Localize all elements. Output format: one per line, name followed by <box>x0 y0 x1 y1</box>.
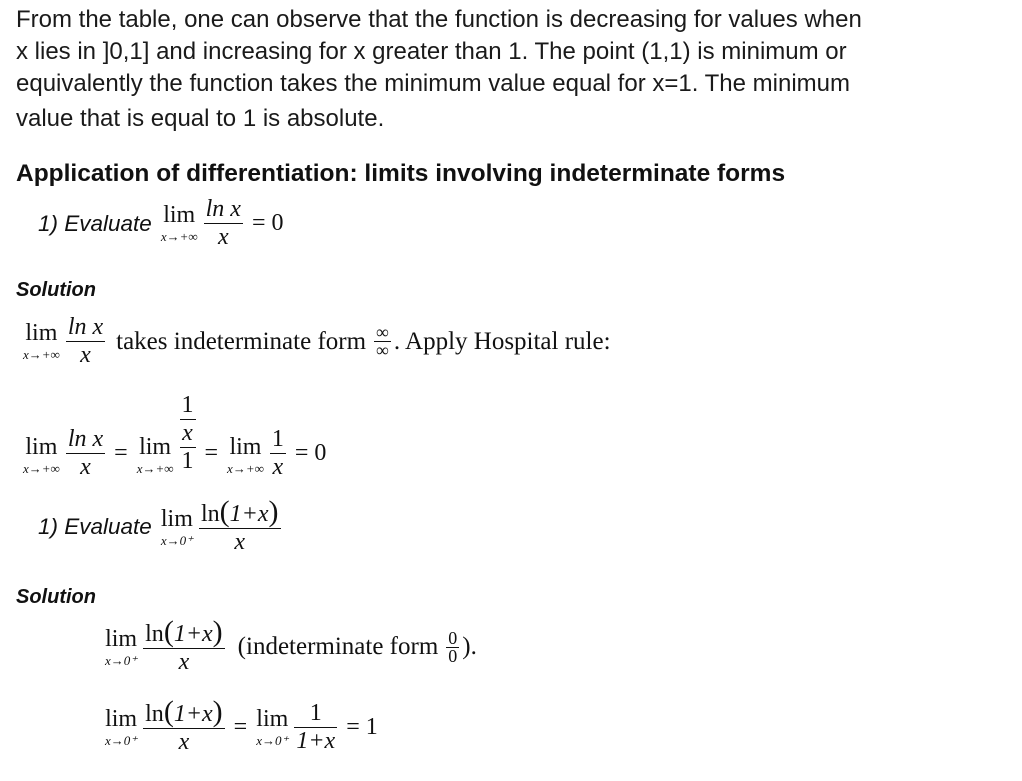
denominator: 0 <box>448 645 458 666</box>
paren-close: ) <box>268 495 279 528</box>
solution-1-statement <box>20 314 611 369</box>
solution-1-equation <box>20 386 332 481</box>
denominator: 1 <box>181 448 194 474</box>
paren-close: ) <box>212 695 223 728</box>
paren-close: ) <box>212 615 223 648</box>
fraction <box>66 314 105 369</box>
numerator: 1 <box>181 392 194 418</box>
section-heading: Application of differentiation: limits involving indeterminate forms <box>16 160 786 187</box>
lim-subscript: x→0⁺ <box>160 532 193 548</box>
example-1 <box>38 196 290 251</box>
denominator: x <box>80 342 91 368</box>
denominator: x <box>178 729 190 755</box>
statement-text: (indeterminate form <box>237 633 439 660</box>
lim-subscript: x→+∞ <box>23 461 60 476</box>
paren-open: ( <box>219 495 230 528</box>
argument: 1+x <box>229 501 269 527</box>
limit-operator <box>105 627 137 668</box>
numerator <box>199 495 281 528</box>
denominator: x <box>80 454 91 480</box>
statement-text: . Apply Hospital rule: <box>393 327 611 355</box>
lim-subscript: x→0⁺ <box>105 732 138 748</box>
argument: 1+x <box>173 701 213 727</box>
denominator: x <box>217 224 229 250</box>
denominator: x <box>178 649 190 675</box>
fraction <box>204 196 243 251</box>
lim-word: lim <box>25 434 58 460</box>
numerator: 1 <box>309 699 322 726</box>
numerator: ln x <box>205 196 241 222</box>
solution-2-equation <box>102 695 384 756</box>
equals-sign: = <box>204 440 219 466</box>
fraction <box>143 615 225 676</box>
paragraph-line: x lies in ]0,1] and increasing for x greater than 1. The point (1,1) is minimum or <box>16 38 847 65</box>
lim-word: lim <box>139 434 172 460</box>
limit-operator <box>137 435 174 476</box>
statement-text: takes indeterminate form <box>116 327 367 355</box>
fn-name: ln <box>200 501 220 527</box>
lim-subscript: x→+∞ <box>23 347 60 362</box>
solution-2-statement <box>102 615 477 676</box>
lim-word: lim <box>163 202 196 228</box>
limit-operator <box>23 321 60 362</box>
limit-operator <box>161 203 198 244</box>
indeterminate-form <box>374 324 391 359</box>
paren-open: ( <box>163 695 174 728</box>
fraction <box>294 700 337 755</box>
solution-label: Solution <box>16 586 96 608</box>
lim-subscript: x→+∞ <box>227 461 264 476</box>
statement-text: ). <box>462 633 477 660</box>
lim-subscript: x→+∞ <box>160 229 198 244</box>
limit-operator <box>227 435 264 476</box>
intro-paragraph <box>16 4 1006 138</box>
numerator: 0 <box>448 627 458 648</box>
lim-subscript: x→0⁺ <box>105 652 138 668</box>
example-label: 1) Evaluate <box>38 210 152 236</box>
fn-name: ln <box>145 701 164 727</box>
compound-fraction <box>180 392 196 475</box>
denominator: 1+x <box>296 727 336 754</box>
lim-word: lim <box>256 705 289 732</box>
numerator <box>143 695 225 728</box>
denominator: x <box>182 420 193 446</box>
paragraph-line: equivalently the function takes the minimum value equal for x=1. The minimum <box>16 70 850 97</box>
result: = 1 <box>346 713 378 740</box>
example-2 <box>38 495 284 556</box>
denominator: ∞ <box>376 340 389 360</box>
lim-subscript: x→+∞ <box>136 461 174 476</box>
example-label: 1) Evaluate <box>38 514 152 539</box>
paren-open: ( <box>163 615 174 648</box>
limit-operator <box>23 435 60 476</box>
numerator <box>143 615 225 648</box>
limit-operator <box>105 707 137 748</box>
solution-label: Solution <box>16 279 96 301</box>
fn-name: ln <box>145 621 164 647</box>
denominator: x <box>234 529 246 555</box>
lim-word: lim <box>105 625 138 652</box>
fraction <box>66 426 105 481</box>
limit-operator <box>256 707 288 748</box>
paragraph-line: From the table, one can observe that the function is decreasing for values when <box>16 6 862 33</box>
lim-word: lim <box>229 434 262 460</box>
indeterminate-form <box>446 627 459 666</box>
lim-word: lim <box>160 505 193 532</box>
limit-operator <box>161 507 193 548</box>
fraction <box>143 695 225 756</box>
numerator: ln x <box>67 314 104 340</box>
equals-sign: = <box>233 713 248 740</box>
argument: 1+x <box>173 621 213 647</box>
lim-word: lim <box>105 705 138 732</box>
fraction <box>199 495 281 556</box>
result: = 0 <box>294 440 327 466</box>
denominator: x <box>272 454 284 480</box>
fraction <box>270 426 286 481</box>
numerator: 1 <box>271 426 284 452</box>
equals-sign: = <box>114 440 128 466</box>
numerator: ln x <box>67 426 104 452</box>
result: = 0 <box>251 210 284 236</box>
numerator: ∞ <box>376 322 389 342</box>
lim-subscript: x→0⁺ <box>256 732 289 748</box>
paragraph-line: value that is equal to 1 is absolute. <box>16 105 385 132</box>
lim-word: lim <box>25 320 58 346</box>
inner-fraction <box>180 392 196 447</box>
